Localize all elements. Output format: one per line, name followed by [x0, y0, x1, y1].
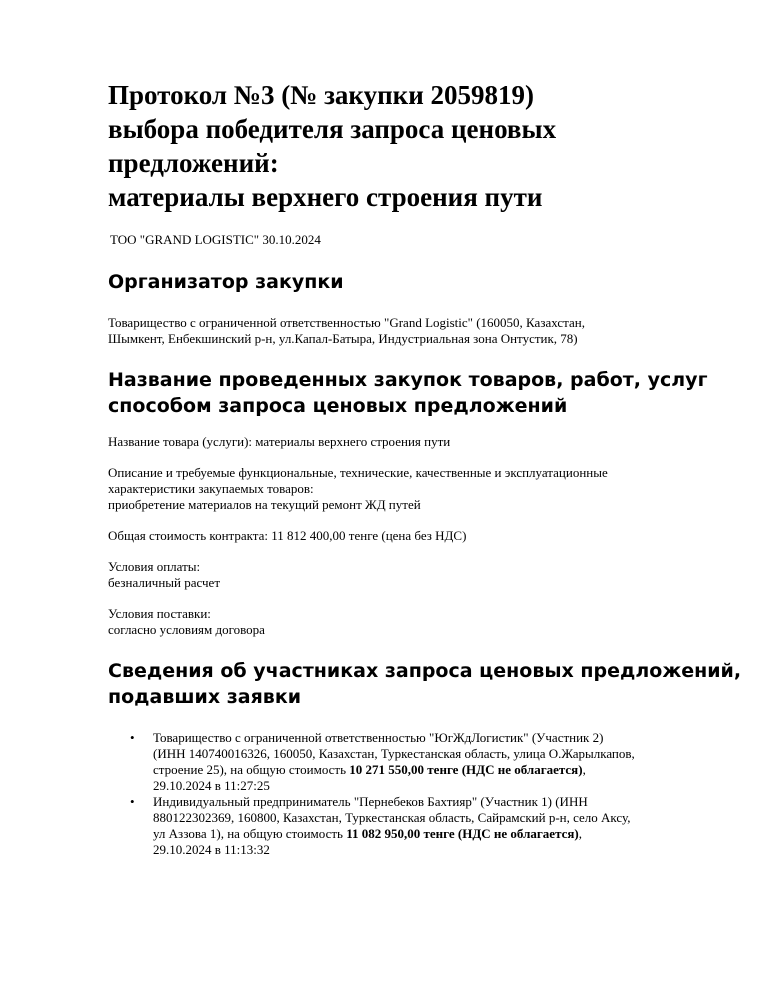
participants-heading: Сведения об участниках запроса ценовых предложений, подавших заявки [108, 660, 742, 708]
contract-total-cost: Общая стоимость контракта: 11 812 400,00 тенге (цена без НДС) [108, 528, 467, 543]
protocol-document [108, 78, 742, 858]
organizer-details: Товарищество с ограниченной ответственностью "Grand Logistic" (160050, Казахстан, Шымкент, Енбекшинский р-н, ул.Капал-Батыра, Индустриальная зона Онтустик, 78) [108, 315, 585, 346]
list-item: • Индивидуальный предприниматель "Пернебеков Бахтияр" (Участник 1) (ИНН 880122302369, 160800, Казахстан, Туркестанская область, Сайрамский р-н, село Аксу, ул Аззова 1), на общую стоимость 11 082 950,00 тенге (НДС не облагается), 29.10.2024 в 11:13:32 [108, 794, 708, 858]
title-line: выбора победителя запроса ценовых [108, 114, 557, 144]
bullet-icon: • [130, 794, 135, 809]
delivery-terms: Условия поставки: согласно условиям договора [108, 606, 265, 637]
payment-terms: Условия оплаты: безналичный расчет [108, 559, 220, 590]
document-title [108, 78, 708, 214]
title-line: Протокол №3 (№ закупки 2059819) [108, 80, 535, 110]
participant-date: 29.10.2024 в 11:27:25 [153, 778, 270, 793]
title-line: материалы верхнего строения пути [108, 182, 543, 212]
participants-list [108, 730, 708, 858]
procurement-description: Описание и требуемые функциональные, технические, качественные и эксплуатационные характеристики закупаемых товаров: приобретение материалов на текущий ремонт ЖД путей [108, 465, 608, 512]
title-line: предложений: [108, 148, 279, 178]
procurement-heading: Название проведенных закупок товаров, работ, услуг способом запроса ценовых предложений [108, 369, 708, 417]
document-meta: ТОО "GRAND LOGISTIC" 30.10.2024 [110, 232, 321, 247]
participant-price: 11 082 950,00 тенге (НДС не облагается) [346, 826, 579, 841]
bullet-icon: • [130, 730, 135, 745]
organizer-heading: Организатор закупки [108, 271, 344, 293]
list-item: • Товарищество с ограниченной ответственностью "ЮгЖдЛогистик" (Участник 2) (ИНН 140740016326, 160050, Казахстан, Туркестанская область, улица О.Жарылкапов, строение 25), на общую стоимость 10 271 550,00 тенге (НДС не облагается), 29.10.2024 в 11:27:25 [108, 730, 708, 794]
procurement-name: Название товара (услуги): материалы верхнего строения пути [108, 434, 451, 449]
participant-price: 10 271 550,00 тенге (НДС не облагается) [349, 762, 583, 777]
participant-date: 29.10.2024 в 11:13:32 [153, 842, 270, 857]
